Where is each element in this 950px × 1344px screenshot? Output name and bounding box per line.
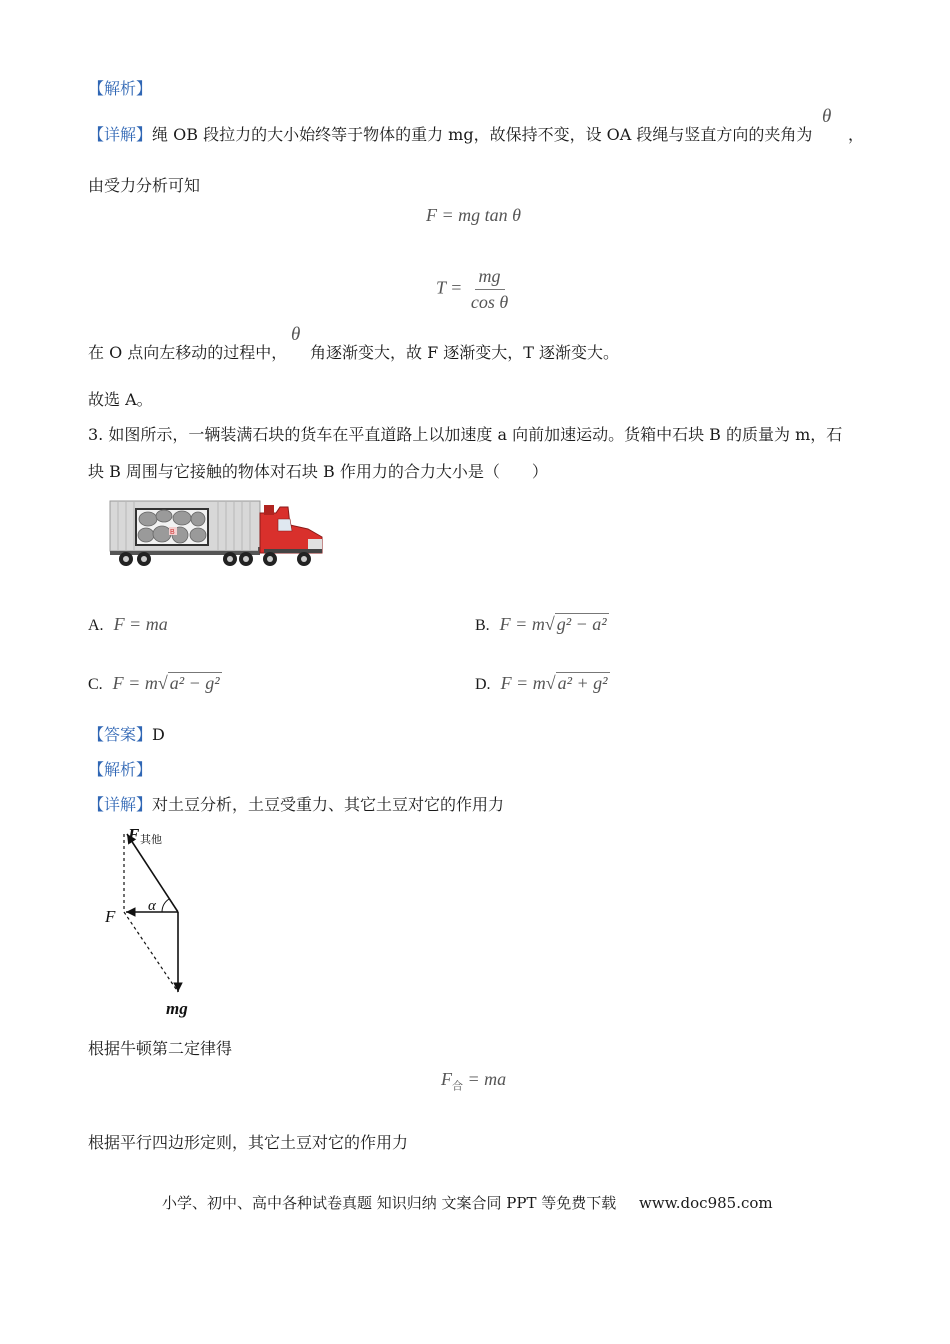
footer-text: 小学、初中、高中各种试卷真题 知识归纳 文案合同 PPT 等免费下载: [162, 1194, 617, 1212]
answer-line: [88, 722, 165, 745]
newton-text: 根据牛顿第二定律得: [88, 1039, 233, 1058]
option-b-formula: F = m√ g² − a²: [499, 614, 607, 634]
detail-paragraph-1: [88, 122, 812, 145]
equation-f-net: [441, 1069, 506, 1094]
equation-f-mg-tan: F = mg tan θ: [426, 205, 521, 225]
question-3-line-1: 3. 如图所示，一辆装满石块的货车在平直道路上以加速度 a 向前加速运动。货箱中石块 B 的质量为 m，石: [88, 425, 843, 444]
dashed-diagonal: [124, 912, 178, 992]
footer: [162, 1192, 773, 1213]
parallelogram-text: 根据平行四边形定则，其它土豆对它的作用力: [88, 1133, 409, 1152]
equation-t-lhs: T =: [436, 277, 463, 298]
option-d-formula: F = m√ a² + g²: [500, 673, 608, 693]
option-a-formula: F = ma: [113, 614, 168, 634]
answer-value: D: [152, 725, 165, 744]
option-d-lhs: F = m: [500, 673, 546, 693]
alpha-label: α: [148, 898, 156, 914]
equation-f-net-subscript: 合: [452, 1080, 463, 1093]
detail-paragraph-2: [88, 792, 504, 815]
equation-f-net-lhs: F: [441, 1069, 452, 1089]
f-other-label: F: [128, 825, 140, 844]
f-label: F: [105, 907, 116, 926]
option-c-radicand: a² − g²: [169, 673, 220, 693]
choose-answer: 故选 A。: [88, 390, 153, 409]
detail-line-1: 绳 OB 段拉力的大小始终等于物体的重力 mg，故保持不变，设 OA 段绳与竖直方向的夹角为: [152, 125, 813, 144]
option-d[interactable]: [475, 673, 610, 694]
option-b-label: B.: [475, 617, 490, 634]
analysis-tag-2: 【解析】: [88, 760, 153, 779]
option-d-label: D.: [475, 676, 491, 693]
analysis-tag: 【解析】: [88, 79, 153, 98]
detail-tag: 【详解】: [88, 125, 153, 144]
comma: ，: [848, 125, 865, 144]
stone-b-label: B: [170, 529, 175, 536]
fraction-numerator: mg: [475, 266, 505, 290]
truck-illustration: [108, 497, 326, 573]
theta-symbol-2: θ: [291, 324, 301, 345]
answer-tag: 【答案】: [88, 725, 153, 744]
option-a[interactable]: [88, 614, 168, 635]
option-b[interactable]: [475, 614, 609, 635]
option-d-radicand: a² + g²: [557, 673, 608, 693]
option-a-label: A.: [88, 617, 104, 634]
option-c-lhs: F = m: [112, 673, 158, 693]
option-c-label: C.: [88, 676, 103, 693]
fraction: [467, 266, 512, 313]
f-other-subscript: 其他: [140, 833, 162, 846]
option-b-lhs: F = m: [499, 614, 545, 634]
conclusion-a: 在 O 点向左移动的过程中，: [88, 343, 288, 362]
theta-symbol: θ: [822, 106, 832, 127]
footer-url[interactable]: www.doc985.com: [639, 1194, 773, 1212]
option-c-formula: F = m√ a² − g²: [112, 673, 220, 693]
equation-t: [436, 266, 512, 313]
detail-line-2: 由受力分析可知: [88, 176, 201, 195]
option-c[interactable]: [88, 673, 222, 694]
question-3-line-2: 块 B 周围与它接触的物体对石块 B 作用力的合力大小是（ ）: [88, 462, 548, 481]
option-b-radicand: g² − a²: [556, 614, 607, 634]
detail-text-2: 对土豆分析，土豆受重力、其它土豆对它的作用力: [152, 795, 505, 814]
detail-tag-2: 【详解】: [88, 795, 153, 814]
mg-label: mg: [166, 999, 188, 1018]
alpha-arc: [162, 899, 169, 912]
equation-f-net-rhs: = ma: [467, 1069, 507, 1089]
force-diagram: [100, 822, 210, 1022]
fraction-denominator: cos θ: [470, 292, 509, 312]
conclusion-b: 角逐渐变大，故 F 逐渐变大，T 逐渐变大。: [310, 343, 620, 362]
